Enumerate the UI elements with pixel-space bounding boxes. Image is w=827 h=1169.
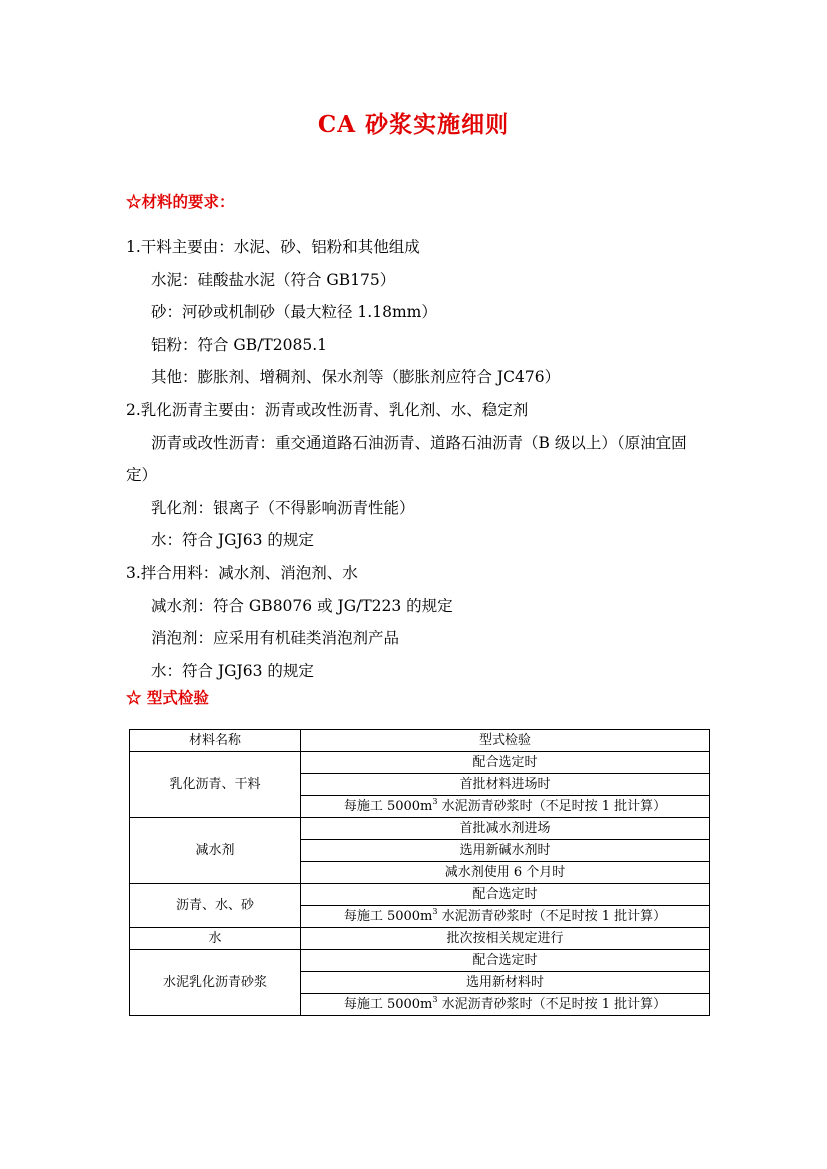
material-name-cell: 减水剂 — [130, 818, 301, 884]
section-heading-materials: ☆材料的要求： — [126, 192, 235, 211]
materials-line: 水泥：硅酸盐水泥（符合 GB175） — [151, 270, 396, 289]
materials-line: 铝粉：符合 GB/T2085.1 — [151, 335, 327, 354]
table-header-row — [130, 730, 710, 752]
inspection-cell — [301, 928, 710, 950]
inspection-cell — [301, 752, 710, 774]
table-row — [130, 752, 710, 774]
inspection-cell — [301, 994, 710, 1016]
header-type-inspection: 型式检验 — [301, 730, 710, 752]
material-name-cell: 水泥乳化沥青砂浆 — [130, 950, 301, 1016]
inspection-text: 配合选定时 — [472, 953, 538, 968]
inspection-cell — [301, 796, 710, 818]
inspection-cell — [301, 972, 710, 994]
inspection-cell — [301, 862, 710, 884]
type-inspection-table — [129, 729, 710, 1016]
materials-line: 2.乳化沥青主要由：沥青或改性沥青、乳化剂、水、稳定剂 — [126, 400, 529, 419]
inspection-text: 选用新碱水剂时 — [459, 843, 551, 858]
materials-line: 3.拌合用料：减水剂、消泡剂、水 — [126, 563, 358, 582]
table-row — [130, 950, 710, 972]
header-material-name: 材料名称 — [130, 730, 301, 752]
inspection-cell — [301, 818, 710, 840]
inspection-cell — [301, 774, 710, 796]
inspection-text: 选用新材料时 — [465, 975, 544, 990]
materials-line: 乳化剂：银离子（不得影响沥青性能） — [151, 498, 415, 517]
table-body — [130, 752, 710, 1016]
section-heading-type-inspection: ☆ 型式检验 — [126, 688, 209, 707]
materials-line: 水：符合 JGJ63 的规定 — [151, 531, 314, 550]
inspection-text: 首批材料进场时 — [459, 777, 551, 792]
inspection-text: 配合选定时 — [472, 755, 538, 770]
inspection-text: 批次按相关规定进行 — [446, 931, 564, 946]
table-row — [130, 884, 710, 906]
table-row — [130, 928, 710, 950]
inspection-text-after: 水泥沥青砂浆时（不足时按 1 批计算） — [437, 997, 667, 1012]
document-title: CA 砂浆实施细则 — [317, 111, 510, 138]
inspection-text: 首批减水剂进场 — [459, 821, 551, 836]
inspection-cell — [301, 884, 710, 906]
materials-list — [126, 231, 706, 687]
inspection-text: 减水剂使用 6 个月时 — [444, 865, 566, 880]
table-row — [130, 818, 710, 840]
materials-line: 水：符合 JGJ63 的规定 — [151, 661, 314, 680]
materials-line: 减水剂：符合 GB8076 或 JG/T223 的规定 — [151, 596, 453, 615]
inspection-text: 每施工 5000m — [343, 799, 433, 814]
inspection-cell — [301, 906, 710, 928]
materials-line: 消泡剂：应采用有机硅类消泡剂产品 — [151, 629, 400, 648]
inspection-text-after: 水泥沥青砂浆时（不足时按 1 批计算） — [437, 909, 667, 924]
materials-line: 砂：河砂或机制砂（最大粒径 1.18mm） — [151, 303, 437, 322]
materials-line: 1.干料主要由：水泥、砂、铝粉和其他组成 — [126, 238, 420, 256]
inspection-text: 每施工 5000m — [343, 997, 433, 1012]
inspection-cell — [301, 840, 710, 862]
inspection-text: 每施工 5000m — [343, 909, 433, 924]
material-name-cell: 沥青、水、砂 — [130, 884, 301, 928]
inspection-text-after: 水泥沥青砂浆时（不足时按 1 批计算） — [437, 799, 667, 814]
material-name-cell: 水 — [130, 928, 301, 950]
material-name-cell: 乳化沥青、干料 — [130, 752, 301, 818]
materials-line: 其他：膨胀剂、增稠剂、保水剂等（膨胀剂应符合 JC476） — [151, 368, 561, 387]
materials-line: 沥青或改性沥青：重交通道路石油沥青、道路石油沥青（B 级以上）（原油宜固定） — [126, 433, 687, 485]
superscript: 3 — [432, 907, 438, 916]
inspection-text: 配合选定时 — [472, 887, 538, 902]
superscript: 3 — [432, 797, 438, 806]
superscript: 3 — [432, 995, 438, 1004]
inspection-cell — [301, 950, 710, 972]
